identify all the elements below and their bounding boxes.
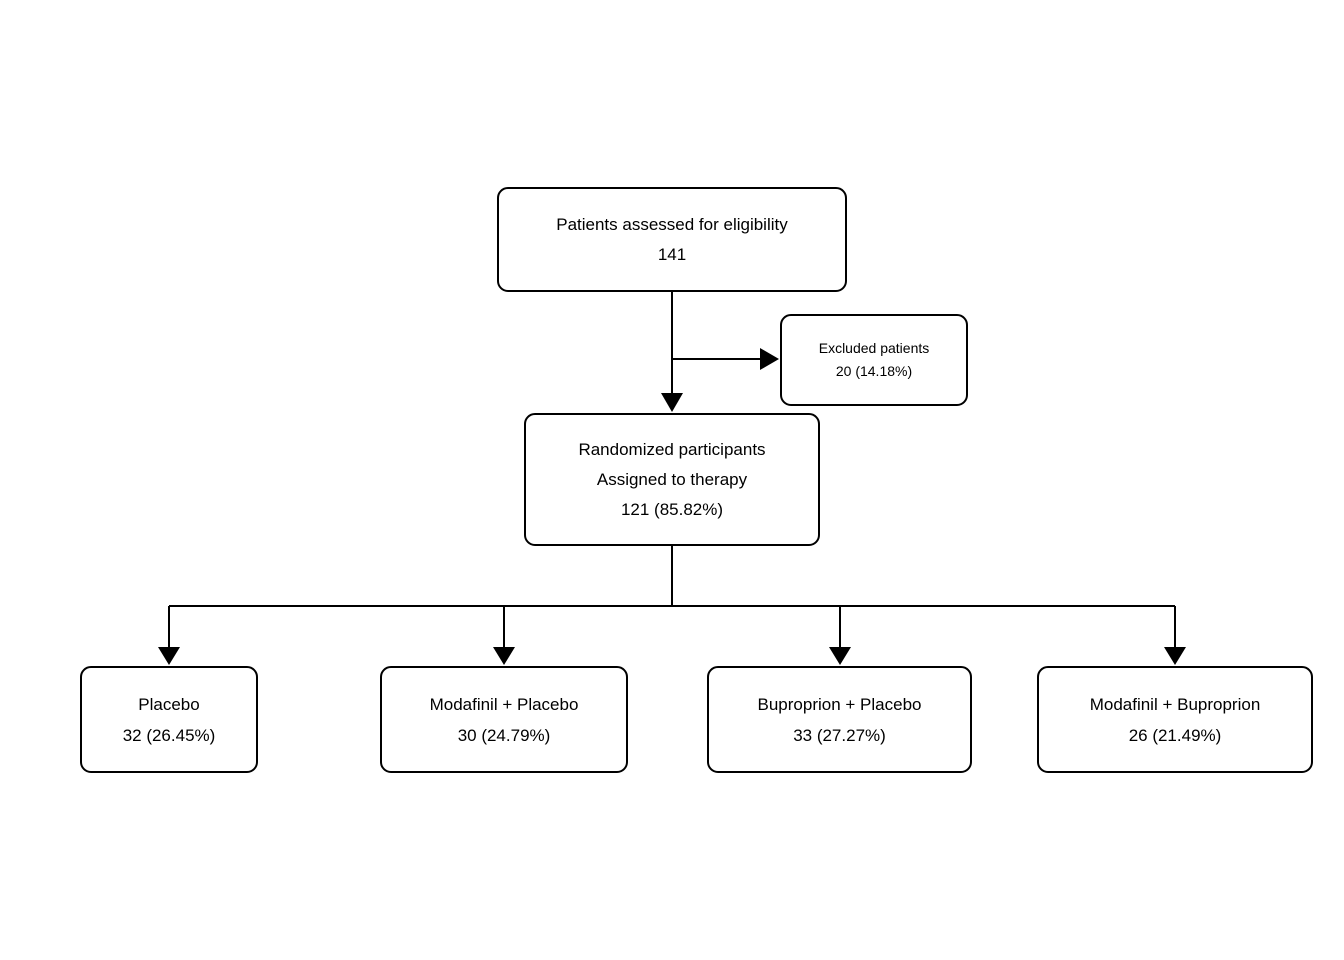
arrow-to-placebo — [158, 606, 180, 665]
node-randomized — [524, 413, 820, 546]
node-arm-modafinil-buproprion-count: 26 (21.49%) — [1128, 725, 1222, 745]
node-arm-modafinil-placebo — [380, 666, 628, 773]
node-arm-modafinil-buproprion-label: Modafinil + Buproprion — [1089, 694, 1261, 714]
node-arm-modafinil-buproprion — [1037, 666, 1313, 773]
arrow-to-modafinil-placebo — [493, 606, 515, 665]
arrow-eligibility-to-randomized — [661, 292, 683, 412]
node-randomized-label1: Randomized participants — [578, 439, 766, 459]
node-arm-modafinil-placebo-label: Modafinil + Placebo — [429, 694, 579, 714]
node-arm-placebo-label: Placebo — [138, 694, 200, 714]
node-randomized-count: 121 (85.82%) — [620, 499, 724, 519]
node-arm-buproprion-placebo — [707, 666, 972, 773]
node-arm-placebo — [80, 666, 258, 773]
node-arm-modafinil-placebo-count: 30 (24.79%) — [457, 725, 551, 745]
connector-randomized-to-rail — [169, 546, 1175, 606]
node-excluded — [780, 314, 968, 406]
node-excluded-count: 20 (14.18%) — [835, 363, 913, 379]
node-randomized-label2: Assigned to therapy — [596, 469, 748, 489]
arrow-to-buproprion-placebo — [829, 606, 851, 665]
node-arm-placebo-count: 32 (26.45%) — [122, 725, 216, 745]
arrow-to-modafinil-buproprion — [1164, 606, 1186, 665]
node-arm-buproprion-placebo-label: Buproprion + Placebo — [757, 694, 922, 714]
node-excluded-label: Excluded patients — [818, 340, 930, 356]
node-eligibility-label: Patients assessed for eligibility — [556, 214, 788, 234]
node-eligibility — [497, 187, 847, 292]
node-eligibility-count: 141 — [657, 244, 687, 264]
arrow-to-excluded — [672, 348, 779, 370]
node-arm-buproprion-placebo-count: 33 (27.27%) — [793, 725, 886, 745]
